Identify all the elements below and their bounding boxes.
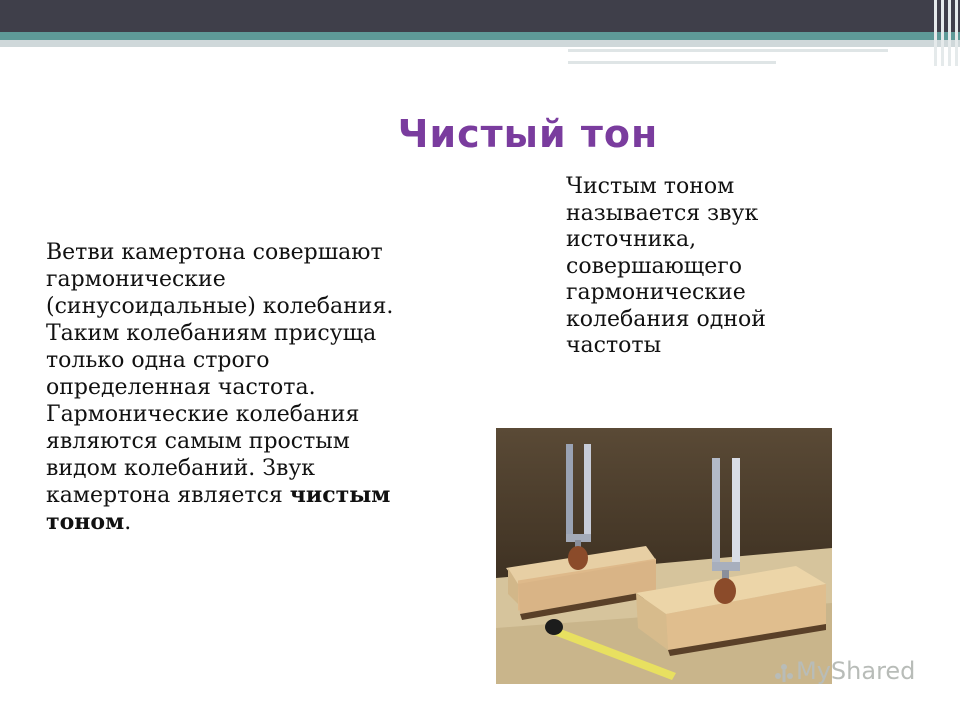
top-dark-band <box>0 0 960 32</box>
watermark-logo-icon <box>774 662 794 684</box>
tuning-fork-photo <box>496 428 832 684</box>
top-gray-band <box>0 40 960 47</box>
decorative-line <box>568 61 776 64</box>
tuning-fork-illustration <box>496 428 832 684</box>
slide-title: Чистый тон <box>397 112 659 156</box>
top-teal-band <box>0 32 960 40</box>
body-text-end: . <box>124 510 132 535</box>
body-text-main: Ветви камертона совершают гармонические (синусоидальные) колебания. Таким колебаниям присуща только одна строго определенная частота. Гармонические колебания являются самым простым видом колебаний. Звук камертона является <box>46 240 394 508</box>
decorative-line <box>568 49 888 52</box>
decorative-vertical-stripes <box>930 0 960 66</box>
definition-text: Чистым тоном называется звук источника, совершающего гармонические колебания одной частоты <box>566 174 766 358</box>
body-text-emphasis: чистым тоном <box>46 482 391 535</box>
watermark-text: MyShared <box>796 657 916 685</box>
body-text <box>46 239 418 536</box>
